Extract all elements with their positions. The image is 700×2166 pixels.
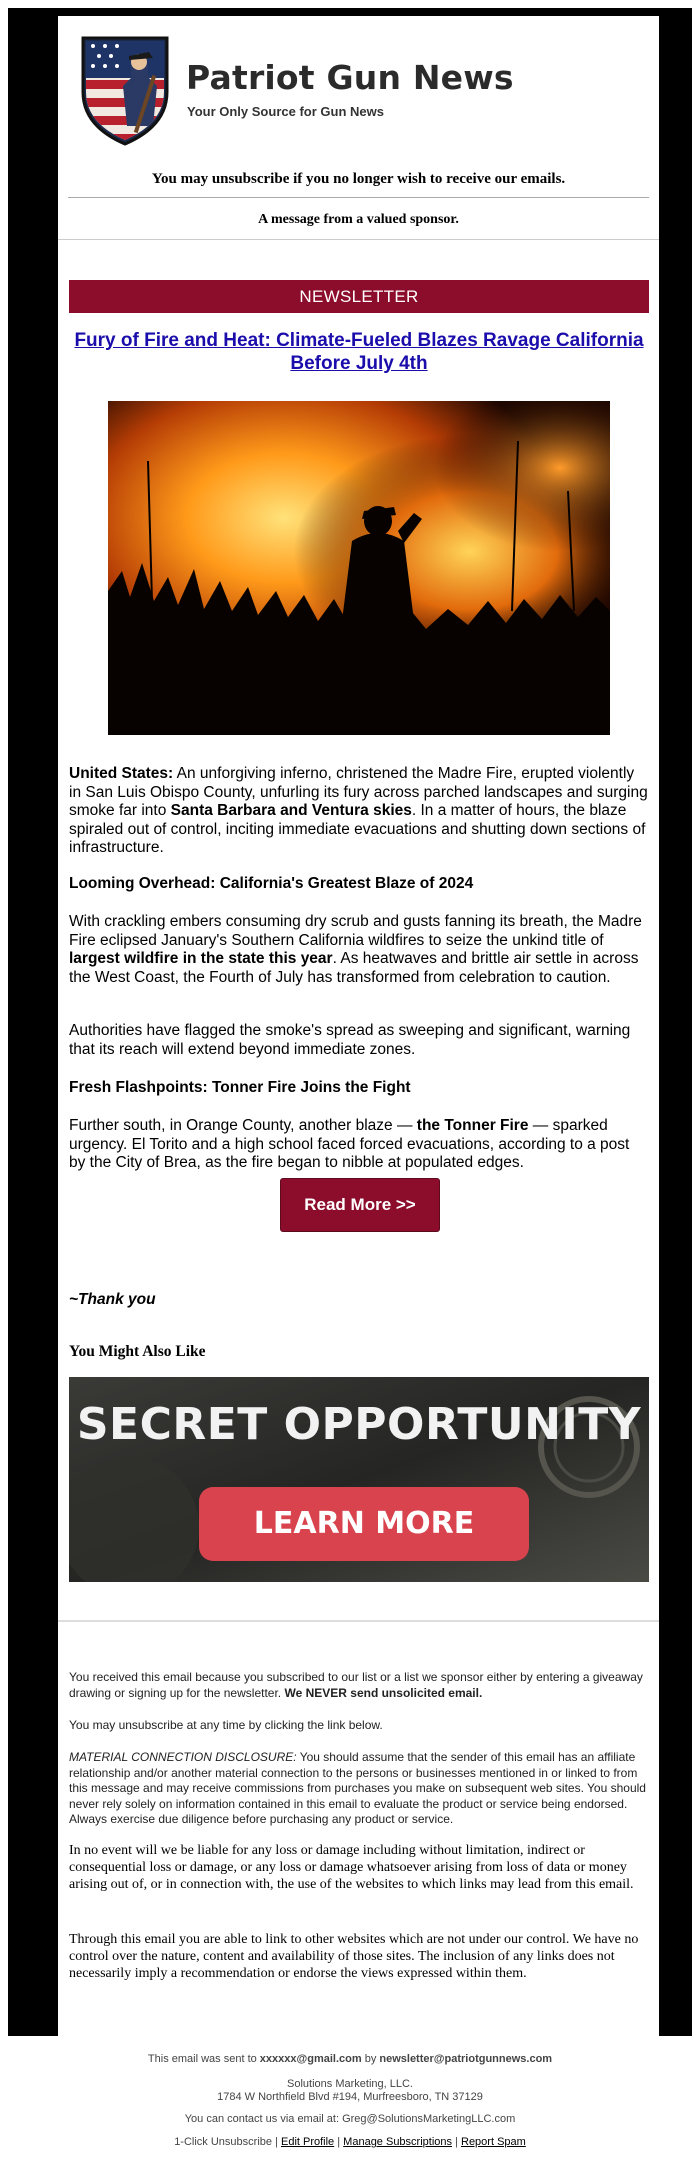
manage-subscriptions-link[interactable]: Manage Subscriptions <box>343 2136 453 2148</box>
divider <box>58 1620 659 1622</box>
also-like-heading: You Might Also Like <box>69 1343 206 1360</box>
section-heading: Fresh Flashpoints: Tonner Fire Joins the Fight <box>69 1079 411 1096</box>
edit-profile-link[interactable]: Edit Profile <box>280 2136 335 2148</box>
read-more-button[interactable]: Read More >> <box>280 1178 440 1232</box>
sent-to-line: This email was sent to xxxxxx@gmail.com by newsletter@patriotgunnews.com <box>147 2053 553 2065</box>
unsubscribe-notice: You may unsubscribe if you no longer wish to receive our emails. <box>151 171 566 187</box>
divider <box>58 239 659 240</box>
contact-line: You can contact us via email at: Greg@SolutionsMarketingLLC.com <box>184 2113 516 2125</box>
article-paragraph: Authorities have flagged the smoke's spread as sweeping and significant, warning that its reach will extend beyond immediate zones. <box>69 1022 631 1058</box>
article-lead: United States: <box>69 765 174 782</box>
footer-links: 1-Click Unsubscribe | Edit Profile | Manage Subscriptions | Report Spam <box>174 2136 526 2148</box>
company-address: 1784 W Northfield Blvd #194, Murfreesboro, TN 37129 <box>217 2091 483 2103</box>
header <box>58 16 659 156</box>
email-content <box>58 16 659 2044</box>
ad-learn-more-button[interactable]: LEARN MORE <box>253 1506 475 1541</box>
sponsor-notice: A message from a valued sponsor. <box>258 212 459 227</box>
subscription-reason: You received this email because you subscribed to our list or a list we sponsor either by entering a giveaway drawing or signing up for the newsletter. We NEVER send unsolicited email. <box>69 1670 643 1700</box>
secret-opportunity-ad[interactable] <box>69 1377 649 1582</box>
newsletter-banner: NEWSLETTER <box>69 280 649 313</box>
unsubscribe-info: You may unsubscribe at any time by clicking the link below. <box>69 1718 383 1732</box>
ad-headline: SECRET OPPORTUNITY <box>76 1399 642 1450</box>
patriot-shield-logo <box>79 34 171 146</box>
wildfire-photo[interactable] <box>108 401 610 735</box>
brand-title: Patriot Gun News <box>186 58 514 97</box>
company-name: Solutions Marketing, LLC. <box>287 2078 413 2090</box>
article-paragraph: United States: An unforgiving inferno, christened the Madre Fire, erupted violently in San Luis Obispo County, unfurling its fury across parched landscapes and surging smoke far into Santa Barbara and Ventura skies. In a matter of hours, the blaze spiraled out of control, inciting immediate evacuations and shutting down sections of infrastructure. <box>69 765 648 856</box>
article-paragraph: Further south, in Orange County, another blaze — the Tonner Fire — sparked urgency. El Torito and a high school faced forced evacuations, according to a post by the City of Brea, as the fire began to nibble at populated edges. <box>69 1117 630 1171</box>
thank-you: ~Thank you <box>69 1291 156 1308</box>
liability-disclaimer: In no event will we be liable for any loss or damage including without limitation, indirect or consequential loss or damage, or any loss or damage whatsoever arising from loss of data or money arising out of, or in connection with, the use of the websites to which links may lead from this email. <box>69 1843 634 1892</box>
brand-subtitle: Your Only Source for Gun News <box>187 104 384 119</box>
external-links-disclaimer: Through this email you are able to link to other websites which are not under our control. We have no control over the nature, content and availability of those sites. The inclusion of any links does not necessarily imply a recommendation or endorse the views expressed within them. <box>69 1932 639 1981</box>
article-paragraph: With crackling embers consuming dry scrub and gusts fanning its breath, the Madre Fire eclipsed January's Southern California wildfires to seize the unkind title of largest wildfire in the state this year. As heatwaves and brittle air settle in across the West Coast, the Fourth of July has transformed from celebration to caution. <box>69 913 642 986</box>
headline-link[interactable]: Fury of Fire and Heat: Climate-Fueled Blazes Ravage California Before July 4th <box>74 330 644 374</box>
section-heading: Looming Overhead: California's Greatest Blaze of 2024 <box>69 875 474 892</box>
one-click-unsubscribe[interactable]: 1-Click Unsubscribe <box>174 2136 272 2148</box>
divider <box>68 197 649 198</box>
material-disclosure: MATERIAL CONNECTION DISCLOSURE: You should assume that the sender of this email has an affiliate relationship and/or another material connection to the persons or businesses mentioned in or linked to from this message and may receive commissions from purchases you make on subsequent web sites. You should never rely solely on information contained in this email to evaluate the product or service being endorsed. Always exercise due diligence before purchasing any product or service. <box>69 1750 646 1826</box>
report-spam-link[interactable]: Report Spam <box>461 2136 526 2148</box>
email-frame <box>8 8 692 2036</box>
